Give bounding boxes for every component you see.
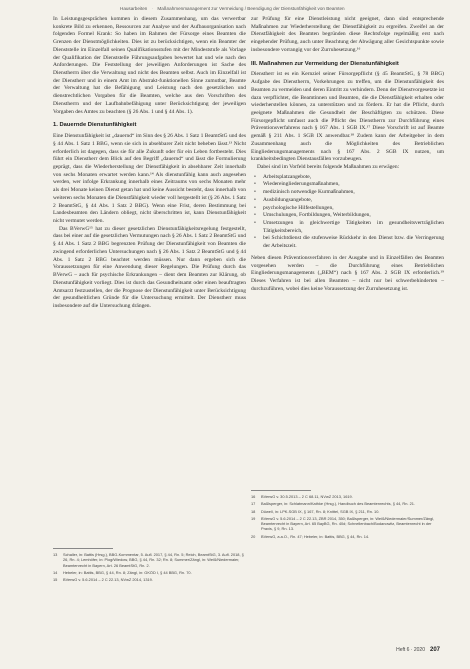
footnote-text: BVerwG, a.a.O., Rn. 47; Hebeler, in: Battis, BBG, § 44, Rn. 14. [261,533,370,539]
list-item: • Umschulungen, Fortbildungen, Weiterbildungen, [261,212,444,220]
footnote-number: 17 [251,501,256,507]
footnote-text: BVerwG v. 30.5.2013 – 2 C 68.11, NVwZ 2013, 1619. [261,494,353,499]
list-item: • medizinisch notwendige Kurmaßnahmen, [261,189,444,197]
header-title: Maßnahmenmanagement zur Vermeidung / Beendigung der Dienstunfähigkeit von Beamten [157,6,345,11]
footnote-number: 15 [53,577,58,583]
footnote-number: 14 [53,569,58,575]
paragraph: In Leistungsgesprächen kommen in diesem Zusammenhang, um das verwertbar konkrete Bild zu erkennen, Ressourcen zur Analyse und der Aufbauorganisation nach folgenden Formel Krank: So haben im Rahmen der Fürsorge eines Beamten die Grenzen der Dienstmöglichkeiten. Dies ist zu berücksichtigen, wenn ein Beamter der Dienststelle im Einzelfall seinen Qualifikationsstufen mit der Mindeststufe als Vorlage der Qualifikation der Dienststelle Führungsaufgaben bewertet hat und wie nach den Anforderungen. Die Feststellung der jeweiligen Anforderungen ist Sache des Dienstherrn über die Verwaltung und nicht des Beamten selbst. Auch im Einzelfall ist der Dienstherr und in einem Amt im Abstrakt-funktionellen Sinne zumutbar, Beamte der Verwaltung hat die Befähigung und Leistung nach den gesetzlichen und dienstrechtlichen Vorgaben für die Beamten, welche aus den Vorschriften des Dienstherrn und der Laufbahnbefähigung unter Berücksichtigung der jeweiligen Vorgaben des Amtes zu beachten (§ 26 Abs. 1 und § 44 Abs. 1). [53,16,246,115]
section-heading: III. Maßnahmen zur Vermeidung der Dienstunfähigkeit [251,60,399,67]
footnote-rule [251,490,311,491]
footnote-text: BVerwG v. 5.6.2014 – 2 C 22.13, ZBR 2014, 350; Baßlsperger, in: Weiß/Niedermaier/Summer/Zängl, Beamtenrecht in Bayern, Art. 65 BayBG, Rn. 40d; Schnellenbach/Bodanowitz, Beamtenrecht in der Praxis, § 9, Rn. 13. [261,515,435,532]
footnote [251,534,444,539]
footnote-number: 20 [251,533,256,539]
section-heading: 1. Dauernde Dienstunfähigkeit [53,122,137,129]
page-footer [396,647,440,653]
running-header [120,6,440,16]
right-column [251,16,444,294]
footnote-text: Baßlsperger, in: Schlatmann/Kathke (Hrsg.), Handbuch des Beamtenrechts, § 44, Rn. 21. [261,501,415,507]
footnote-text: Hebeler, in: Battis, BBG, § 44, Rn. 8; Zängl, in: GKÖD I, § 44 BBG, Rn. 70. [63,569,192,575]
list-item: • psychologische Hilfestellungen, [261,205,444,213]
paragraph: Eine Dienstunfähigkeit ist „dauernd“ im Sinn des § 26 Abs. 1 Satz 1 BeamtStG und des § 44 Abs. 1 Satz 1 BBG, wenn sie sich in absehbarer Zeit nicht beheben lässt.¹³ Nicht erforderlich ist dagegen, dass sie für alle Zukunft oder für ein Leben fortbesteht. Dies führt ein Dienstherr dem Blick auf den Begriff „dauernd“ und lässt die Formulierung geprägt, dass die Wiederherstellung der Dienstfähigkeit in absehbarer Zeit innerhalb von sechs Monaten erwartet werden kann.¹⁴ Als dienstunfähig kann auch angesehen werden, wer infolge Erkrankung innerhalb eines Zeitraums von sechs Monaten mehr als drei Monate keinen Dienst getan hat und keine Aussicht besteht, dass innerhalb von weiteren sechs Monaten die Dienstfähigkeit wieder voll hergestellt ist (§ 26 Abs. 1 Satz 2 BeamtStG, § 44 Abs. 1 Satz 2 BBG). Wenn eine Frist, deren Bestimmung bei Landesbeamten den Ländern obliegt, nicht überschritten ist, kann Dienstunfähigkeit nicht vermutet werden. [53,133,246,225]
footnote-text: Düwell, in: LPK-SGB IX, § 167, Rn. 8; Knittel, SGB IX, § 211, Rn. 10. [261,508,380,514]
list-item: • Wiedereingliederungsmaßnahmen, [261,181,444,189]
footnote-text: Schaller, in: Battis (Hrsg.), BBG-Kommentar, 5. Aufl. 2017, § 44, Rn. 5; Reich, BeamtStG, 3. Aufl. 2018, § 26, Rn. 4; Lemhöfer, in: Plog/Wiedow, BBG, § 44, Rn. 32; Rn. 8; Summer/Zängl, in: Weiß/Niedermaier, Beamtenrecht in Bayern, Art. 26 BeamtStG, Rn. 2. [63,552,244,568]
page-number: 207 [429,647,440,653]
footnote-text: BVerwG v. 5.6.2014 – 2 C 22.13, NVwZ 2014, 1319. [63,577,153,583]
footnote [251,501,444,506]
footnote [53,570,246,575]
paragraph: Dienstherr ist es ein Kernziel seiner Fürsorgepflicht (§ 45 BeamtStG, § 78 BBG) Aufgabe des Dienstherrn, Vorkehrungen zu treffen, um die Dienstunfähigkeit des Beamten zu vermeiden und deren Eintritt zu verhindern. Denn der Dienstvorgesetzte ist dazu verpflichtet, die Beamtinnen und Beamten, die die Dienstfähigkeit erhalten oder wiederherstellen können, zu unterstützen und zu fördern. Er hat die Pflicht, durch geeignete Maßnahmen die Gesundheit der Beschäftigten zu schützen. Diese Fürsorgepflicht umfasst auch die Pflicht des Dienstherrn zur Durchführung eines Präventionsverfahrens nach § 167 Abs. 1 SGB IX.¹⁷ Diese Vorschrift ist auf Beamte gemäß § 211 Abs. 1 SGB IX anwendbar.¹⁸ Zudem kann der Arbeitgeber in dem Zusammenhang auch die Möglichkeiten des Betrieblichen Eingliederungsmanagements nach § 167 Abs. 2 SGB IX nutzen, um krankheitsbedingten Dienstausfällen vorzubeugen. [251,71,444,163]
paragraph: Das BVerwG¹⁵ hat zu dieser gesetzlichen Dienstunfähigkeitsregelung festgestellt, dass bei einer auf die gesetzlichen Vermutungen nach § 26 Abs. 1 Satz 2 BeamtStG und § 44 Abs. 1 Satz 2 BBG begrenzten Prüfung der Dienstunfähigkeit von Beamten die zwingend erforderlichen Untersuchungen nach § 26 Abs. 1 Satz 2 BeamtStG und § 44 Abs. 1 Satz 2 BBG beachtet werden müssen. Nur dann ergeben sich die Voraussetzungen für eine Anwendung dieser Regelungen. Die Prüfung durch das BVerwG – auch für psychische Erkrankungen – dient dem Beamten zur Klärung, ob Dienstunfähigkeit vorliegt. Dies ist durch das Gesundheitsamt oder einen beauftragten Amtsarzt festzustellen, der die Prognose der Dienstunfähigkeit unter Berücksichtigung der gesundheitlichen Gründe für die Untersuchung ermittelt. Der Dienstherr muss insbesondere auf die Untersuchung drängen. [53,225,246,309]
list-item: • Arbeitsplatzangebote, [261,174,444,182]
footnote [251,516,444,532]
footnotes-right [251,490,444,541]
footnote-number: 13 [53,552,58,557]
footnote-number: 18 [251,508,256,514]
footnote-number: 19 [251,515,256,521]
footnotes-left [53,548,246,584]
footnote [53,577,246,582]
paragraph: Dabei sind im Vorfeld bereits folgende Maßnahmen zu erwägen: [257,164,400,171]
left-column [53,16,246,311]
footnote-rule [53,548,113,549]
paragraph: zur Prüfung für eine Dienstleistung nicht geeignet, dann sind entsprechende Maßnahmen zur Wiederherstellung der Dienstfähigkeit zu ergreifen. Zweifel an der Dienstfähigkeit des Beamten begründen diese Rechtsfolge regelmäßig erst nach eingehender Prüfung, auch unter Beachtung der Abwägung aller Gesichtspunkte sowie insbesondere vorrangig vor der Zurruhesetzung.¹⁶ [251,16,444,53]
footnote [251,509,444,514]
issue-label: Heft 6 · 2020 [396,647,425,653]
list-item: • Umsetzungen in gleichwertige Tätigkeiten im gesundheitsverträglichen Tätigkeitsbereich, [261,220,444,235]
header-separator: · [151,6,154,11]
header-section: Hausarbeiten [120,6,148,11]
footnote [53,552,246,568]
footnote [251,494,444,499]
list-item: • Ausbildungsangebote, [261,197,444,205]
measures-list [251,174,444,251]
paragraph: Neben diesen Präventionsverfahren in der Ausgabe und in Einzelfällen des Beamten vorgesehen werden – die Durchführung eines Betrieblichen Eingliederungsmanagements („BEM“) nach § 167 Abs. 2 SGB IX erforderlich.¹⁹ Dieses Verfahren ist bei allen Beamten – nicht nur bei schwerbehinderten – durchzuführen, wobei dies keine Voraussetzung der Zurruhesetzung ist. [251,254,444,292]
footnote-number: 16 [251,494,256,499]
list-item: • bei Schichtdienst die stufenweise Rückkehr in den Dienst bzw. die Verringerung der Arbeitszeit. [261,235,444,250]
